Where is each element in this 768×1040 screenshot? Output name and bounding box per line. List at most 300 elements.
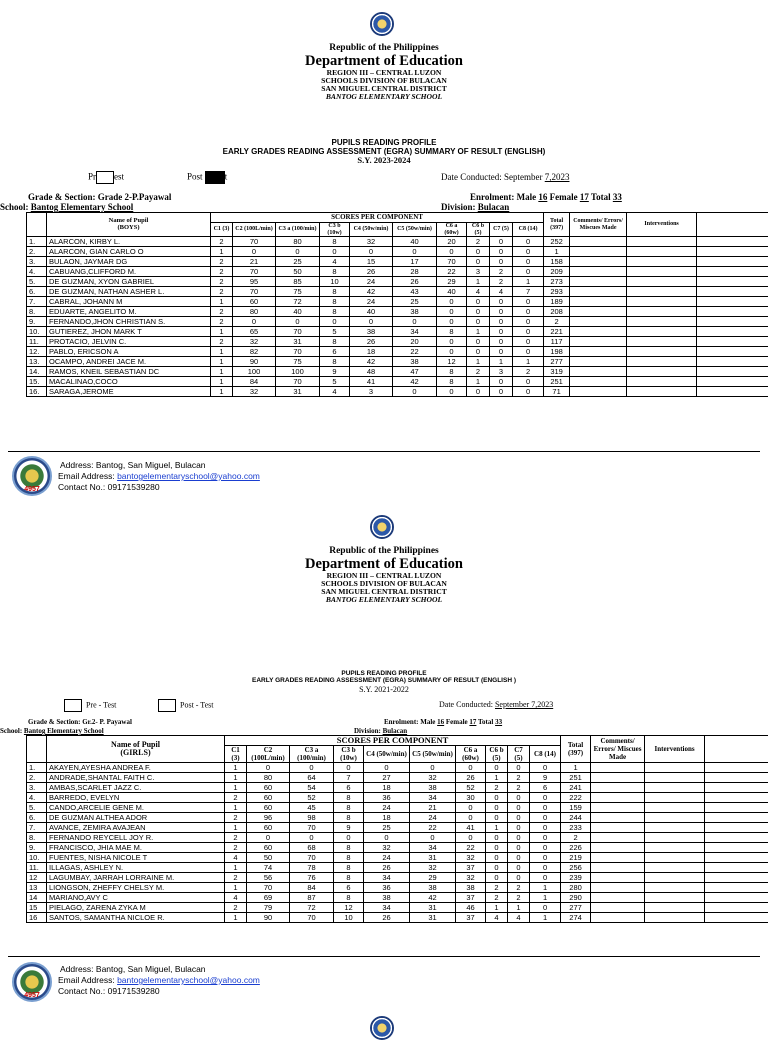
c7-cell: 0: [508, 873, 530, 883]
row-number-cell: 7.: [27, 823, 47, 833]
c6b-cell: 0: [486, 813, 508, 823]
interventions-cell: [627, 257, 697, 267]
posttest-checkbox[interactable]: [187, 171, 227, 184]
pupil-name-cell: LIONGSON, ZHEFFY CHELSY M.: [47, 883, 225, 893]
c3b-cell: 8: [334, 873, 364, 883]
total-cell: 219: [561, 853, 591, 863]
c3a-header: C3 a (100/min): [276, 223, 320, 237]
c6a-cell: 0: [437, 317, 467, 327]
c7-cell: 0: [508, 763, 530, 773]
grade-section: Grade & Section: Gr.2- P. Payawal: [28, 718, 132, 726]
c2-cell: 82: [233, 347, 276, 357]
c4-cell: 24: [350, 297, 393, 307]
c6b-cell: 0: [467, 337, 490, 347]
interventions-header: Interventions: [627, 213, 697, 237]
interventions-cell: [627, 237, 697, 247]
pupil-name-cell: ILLAGAS, ASHLEY N.: [47, 863, 225, 873]
pupil-name-cell: BULAON, JAYMAR DG: [47, 257, 211, 267]
c6a-cell: 38: [456, 883, 486, 893]
c6a-cell: 0: [437, 307, 467, 317]
total-cell: 226: [561, 843, 591, 853]
c1-cell: 2: [211, 317, 233, 327]
c5-cell: 31: [410, 903, 456, 913]
table-row: [27, 763, 768, 773]
c2-cell: 70: [233, 267, 276, 277]
extra-cell: [697, 307, 768, 317]
deped-seal-icon: [370, 12, 394, 36]
interventions-cell: [645, 823, 705, 833]
region-line: REGION III – CENTRAL LUZON: [0, 572, 768, 580]
c5-cell: 42: [393, 377, 437, 387]
c7-cell: 4: [508, 913, 530, 923]
row-number-cell: 9.: [27, 317, 47, 327]
c8-cell: 0: [513, 307, 544, 317]
extra-cell: [705, 793, 768, 803]
c8-cell: 0: [530, 853, 561, 863]
interventions-cell: [645, 873, 705, 883]
extra-cell: [697, 377, 768, 387]
school-value: Bantog Elementary School: [31, 202, 134, 212]
c7-cell: 0: [490, 297, 513, 307]
pupil-name-cell: CABUANG,CLIFFORD M.: [47, 267, 211, 277]
comments-cell: [591, 783, 645, 793]
c5-cell: 38: [393, 357, 437, 367]
c6b-cell: 1: [486, 773, 508, 783]
comments-cell: [591, 883, 645, 893]
c6a-cell: 0: [456, 833, 486, 843]
c6b-cell: 2: [467, 237, 490, 247]
interventions-cell: [645, 913, 705, 923]
row-number-cell: 9.: [27, 843, 47, 853]
pupil-name-cell: FUENTES, NISHA NICOLE T: [47, 853, 225, 863]
c3a-cell: 25: [276, 257, 320, 267]
c2-cell: 79: [247, 903, 290, 913]
footer-divider: [8, 451, 760, 452]
posttest-label-a: Post: [187, 172, 203, 182]
division-field: [441, 202, 509, 212]
c5-cell: 32: [410, 773, 456, 783]
female-count: 17: [580, 192, 589, 202]
interventions-cell: [627, 337, 697, 347]
total-cell: 277: [561, 903, 591, 913]
comments-header: Comments/ Errors/ Miscues Made: [570, 213, 627, 237]
extra-cell: [697, 347, 768, 357]
c1-cell: 2: [225, 843, 247, 853]
c7-cell: 2: [508, 883, 530, 893]
c3b-cell: 10: [334, 913, 364, 923]
c8-cell: 0: [530, 843, 561, 853]
c6b-cell: 0: [467, 307, 490, 317]
comments-cell: [570, 307, 627, 317]
c7-cell: 0: [490, 377, 513, 387]
c8-cell: 1: [513, 357, 544, 367]
c1-cell: 2: [211, 267, 233, 277]
c7-cell: 0: [508, 793, 530, 803]
extra-cell: [705, 863, 768, 873]
c8-cell: 0: [530, 803, 561, 813]
c5-cell: 0: [393, 317, 437, 327]
c8-cell: 0: [513, 337, 544, 347]
table-row: [27, 267, 768, 277]
pupil-name-cell: DE GUZMAN, XYON GABRIEL: [47, 277, 211, 287]
division-field: [354, 727, 407, 735]
row-number-cell: 6.: [27, 813, 47, 823]
table-row: [27, 327, 768, 337]
c6b-cell: 0: [467, 387, 490, 397]
extra-cell: [705, 843, 768, 853]
c6a-cell: 52: [456, 783, 486, 793]
row-number-cell: 3.: [27, 257, 47, 267]
total-cell: 198: [544, 347, 570, 357]
number-header: [27, 213, 47, 237]
row-number-cell: 1.: [27, 763, 47, 773]
c6b-cell: 0: [486, 863, 508, 873]
total-cell: 2: [561, 833, 591, 843]
c8-cell: 0: [530, 833, 561, 843]
c6a-cell: 8: [437, 367, 467, 377]
c4-cell: 26: [350, 337, 393, 347]
c5-cell: 0: [393, 387, 437, 397]
c4-cell: 18: [350, 347, 393, 357]
interventions-cell: [627, 277, 697, 287]
c4-cell: 26: [364, 913, 410, 923]
pupil-name-cell: CABRAL, JOHANN M: [47, 297, 211, 307]
c7-header: C7 (5): [508, 746, 530, 763]
posttest-checkbox[interactable]: [158, 699, 214, 712]
c1-cell: 1: [211, 297, 233, 307]
c6a-cell: 12: [437, 357, 467, 367]
c2-cell: 60: [247, 823, 290, 833]
c3b-cell: 8: [334, 863, 364, 873]
c6b-cell: 1: [467, 277, 490, 287]
table-row: [27, 307, 768, 317]
c2-cell: 60: [233, 297, 276, 307]
total-cell: 1: [544, 247, 570, 257]
table-row: [27, 793, 768, 803]
c7-cell: 0: [490, 387, 513, 397]
pupil-name-cell: LAGUMBAY, JARRAH LORRAINE M.: [47, 873, 225, 883]
comments-cell: [570, 247, 627, 257]
row-number-cell: 13: [27, 883, 47, 893]
total-count: 33: [495, 718, 502, 726]
c1-cell: 2: [225, 903, 247, 913]
footer-contact: [58, 964, 260, 997]
c4-cell: 15: [350, 257, 393, 267]
name-header-label: Name of Pupil: [111, 740, 160, 749]
c1-cell: 1: [225, 803, 247, 813]
c1-cell: 1: [211, 327, 233, 337]
checkbox-box-icon: [158, 699, 176, 712]
comments-cell: [570, 367, 627, 377]
comments-cell: [591, 823, 645, 833]
pupil-name-cell: PABLO, ERICSON A: [47, 347, 211, 357]
c6b-cell: 4: [486, 913, 508, 923]
c3a-cell: 72: [290, 903, 334, 913]
c4-cell: 26: [364, 863, 410, 873]
table-row: [27, 883, 768, 893]
total-cell: 273: [544, 277, 570, 287]
c8-header: C8 (14): [530, 746, 561, 763]
c4-cell: 36: [364, 883, 410, 893]
footer-address: Address: Bantog, San Miguel, Bulacan: [58, 460, 260, 471]
c5-cell: 32: [410, 863, 456, 873]
c2-cell: 60: [247, 843, 290, 853]
table-row: [27, 903, 768, 913]
row-number-cell: 10.: [27, 853, 47, 863]
pupil-name-cell: ANDRADE,SHANTAL FAITH C.: [47, 773, 225, 783]
comments-cell: [570, 327, 627, 337]
school-field: [0, 727, 104, 735]
extra-cell: [705, 783, 768, 793]
c3a-cell: 72: [276, 297, 320, 307]
table-row: [27, 317, 768, 327]
c7-header: C7 (5): [490, 223, 513, 237]
total-cell: 189: [544, 297, 570, 307]
table-row: [27, 277, 768, 287]
extra-cell: [697, 357, 768, 367]
total-header: Total (397): [561, 736, 591, 763]
c4-cell: 48: [350, 367, 393, 377]
c6b-cell: 0: [467, 247, 490, 257]
scores-header: SCORES PER COMPONENT: [211, 213, 544, 223]
extra-cell: [697, 257, 768, 267]
enrolment-label: Enrolment: Male: [470, 192, 538, 202]
c1-cell: 4: [225, 853, 247, 863]
male-count: 16: [437, 718, 444, 726]
c1-cell: 2: [225, 793, 247, 803]
c6a-cell: 70: [437, 257, 467, 267]
c4-cell: 24: [350, 277, 393, 287]
c8-cell: 6: [530, 783, 561, 793]
pupil-name-cell: MACALINAO,COCO: [47, 377, 211, 387]
c5-header: C5 (50w/min): [410, 746, 456, 763]
pretest-checkbox[interactable]: [64, 699, 116, 712]
c6b-cell: 1: [467, 327, 490, 337]
c3a-cell: 75: [276, 287, 320, 297]
interventions-cell: [645, 893, 705, 903]
c3b-cell: 9: [320, 367, 350, 377]
total-cell: 233: [561, 823, 591, 833]
female-count: 17: [469, 718, 476, 726]
row-number-cell: 16.: [27, 387, 47, 397]
pupil-name-cell: AKAYEN,AYESHA ANDREA F.: [47, 763, 225, 773]
pupil-name-header: [47, 736, 225, 763]
division-value: Bulacan: [383, 727, 408, 735]
c6a-cell: 22: [437, 267, 467, 277]
comments-cell: [591, 913, 645, 923]
pupil-name-cell: FERNANDO,JHON CHRISTIAN S.: [47, 317, 211, 327]
c6b-cell: 0: [467, 257, 490, 267]
pupil-name-cell: CANDO,ARCELIE GENE M.: [47, 803, 225, 813]
extra-cell: [697, 277, 768, 287]
c6a-cell: 41: [456, 823, 486, 833]
c2-cell: 0: [247, 833, 290, 843]
row-number-cell: 7.: [27, 297, 47, 307]
c3a-cell: 64: [290, 773, 334, 783]
c3a-cell: 70: [276, 377, 320, 387]
c7-cell: 2: [490, 277, 513, 287]
total-count: 33: [613, 192, 622, 202]
table-row: [27, 783, 768, 793]
c4-cell: 34: [364, 903, 410, 913]
c1-cell: 2: [211, 307, 233, 317]
c6b-cell: 1: [467, 377, 490, 387]
pupil-name-cell: ALARCON, KIRBY L.: [47, 237, 211, 247]
pupil-name-cell: PIELAGO, ZARENA ZYKA M: [47, 903, 225, 913]
c3b-cell: 7: [334, 773, 364, 783]
c1-cell: 1: [211, 357, 233, 367]
c3a-cell: 70: [290, 853, 334, 863]
total-cell: 280: [561, 883, 591, 893]
total-cell: 293: [544, 287, 570, 297]
c6a-cell: 30: [456, 793, 486, 803]
interventions-cell: [645, 833, 705, 843]
c2-cell: 90: [247, 913, 290, 923]
row-number-cell: 16: [27, 913, 47, 923]
pupil-name-cell: RAMOS, KNEIL SEBASTIAN DC: [47, 367, 211, 377]
scores-header: SCORES PER COMPONENT: [225, 736, 561, 746]
total-cell: 158: [544, 257, 570, 267]
c4-cell: 24: [364, 853, 410, 863]
extra-cell: [697, 247, 768, 257]
c5-cell: 47: [393, 367, 437, 377]
c7-cell: 4: [490, 287, 513, 297]
extra-cell: [697, 367, 768, 377]
c7-cell: 0: [490, 257, 513, 267]
pupil-name-cell: MARIANO,AVY C: [47, 893, 225, 903]
pupil-name-header: [47, 213, 211, 237]
c2-cell: 0: [233, 247, 276, 257]
c6a-header: C6 a (60w): [437, 223, 467, 237]
c6b-cell: 1: [467, 357, 490, 367]
c2-cell: 56: [247, 873, 290, 883]
extra-cell: [697, 337, 768, 347]
c1-cell: 1: [225, 883, 247, 893]
total-cell: 244: [561, 813, 591, 823]
school-year: S.Y. 2023-2024: [0, 156, 768, 166]
c3a-cell: 40: [276, 307, 320, 317]
c6b-cell: 0: [467, 297, 490, 307]
boys-scores-table: [26, 212, 768, 397]
footer-email-link[interactable]: bantogelementaryschool@yahoo.com: [117, 471, 260, 481]
c3b-cell: 8: [320, 337, 350, 347]
comments-cell: [570, 297, 627, 307]
comments-cell: [591, 853, 645, 863]
c5-cell: 40: [393, 237, 437, 247]
c3a-cell: 87: [290, 893, 334, 903]
total-cell: 319: [544, 367, 570, 377]
title-line-2: EARLY GRADES READING ASSESSMENT (EGRA) SUMMARY OF RESULT (ENGLISH): [0, 147, 768, 156]
c7-cell: 0: [490, 327, 513, 337]
c4-cell: 24: [364, 803, 410, 813]
c4-cell: 41: [350, 377, 393, 387]
c6a-cell: 22: [456, 843, 486, 853]
c5-cell: 38: [393, 307, 437, 317]
pretest-label-a: Pr: [88, 172, 96, 182]
c1-cell: 2: [211, 337, 233, 347]
c8-cell: 0: [513, 237, 544, 247]
c2-cell: 84: [233, 377, 276, 387]
c3b-cell: 0: [334, 763, 364, 773]
pretest-checkbox[interactable]: [88, 171, 124, 184]
logo-number: 4957: [14, 486, 50, 493]
c6a-cell: 29: [437, 277, 467, 287]
deped-seal-icon: [370, 515, 394, 539]
c3a-cell: 0: [290, 833, 334, 843]
pupil-name-cell: OCAMPO, ANDREI JACE M.: [47, 357, 211, 367]
interventions-cell: [627, 367, 697, 377]
extra-cell: [705, 773, 768, 783]
c6a-cell: 0: [437, 337, 467, 347]
interventions-cell: [627, 247, 697, 257]
c8-cell: 0: [530, 813, 561, 823]
row-number-cell: 10.: [27, 327, 47, 337]
title-line-1: PUPILS READING PROFILE: [0, 138, 768, 147]
c3b-cell: 6: [334, 883, 364, 893]
c4-cell: 18: [364, 783, 410, 793]
c5-cell: 25: [393, 297, 437, 307]
comments-cell: [570, 387, 627, 397]
interventions-cell: [627, 347, 697, 357]
table-row: [27, 367, 768, 377]
c1-cell: 2: [225, 873, 247, 883]
extra-cell: [705, 873, 768, 883]
c3a-cell: 76: [290, 873, 334, 883]
footer-email-label: Email Address:: [58, 471, 117, 481]
c6b-cell: 2: [467, 367, 490, 377]
row-number-cell: 5.: [27, 277, 47, 287]
c7-cell: 2: [508, 783, 530, 793]
school-label: School:: [0, 202, 31, 212]
footer-address: Address: Bantog, San Miguel, Bulacan: [58, 964, 260, 975]
total-label: Total: [476, 718, 495, 726]
c4-cell: 42: [350, 287, 393, 297]
extra-cell: [697, 237, 768, 247]
row-number-cell: 15: [27, 903, 47, 913]
interventions-cell: [627, 297, 697, 307]
comments-cell: [570, 237, 627, 247]
footer-email-link[interactable]: bantogelementaryschool@yahoo.com: [117, 975, 260, 985]
extra-cell: [697, 267, 768, 277]
interventions-cell: [627, 377, 697, 387]
c8-cell: 0: [513, 267, 544, 277]
c3b-header: C3 b (10w): [334, 746, 364, 763]
table-row: [27, 823, 768, 833]
c5-cell: 38: [410, 783, 456, 793]
total-cell: 290: [561, 893, 591, 903]
c5-cell: 24: [410, 813, 456, 823]
pupil-name-cell: SARAGA,JEROME: [47, 387, 211, 397]
c7-cell: 0: [490, 237, 513, 247]
title-line-2: EARLY GRADES READING ASSESSMENT (EGRA) SUMMARY OF RESULT (ENGLISH ): [0, 677, 768, 684]
total-cell: 208: [544, 307, 570, 317]
c6a-cell: 32: [456, 853, 486, 863]
extra-cell: [705, 763, 768, 773]
row-number-cell: 1.: [27, 237, 47, 247]
row-number-cell: 13.: [27, 357, 47, 367]
c6b-header: C6 b (5): [467, 223, 490, 237]
c1-header: C1 (3): [225, 746, 247, 763]
c6b-cell: 0: [486, 833, 508, 843]
total-cell: 274: [561, 913, 591, 923]
c1-cell: 1: [211, 367, 233, 377]
pupil-name-cell: FRANCISCO, JHIA MAE M.: [47, 843, 225, 853]
logo-number: 4957: [14, 992, 50, 999]
interventions-cell: [645, 843, 705, 853]
c6a-cell: 8: [437, 377, 467, 387]
date-conducted: [441, 172, 569, 182]
c3b-cell: 6: [320, 347, 350, 357]
